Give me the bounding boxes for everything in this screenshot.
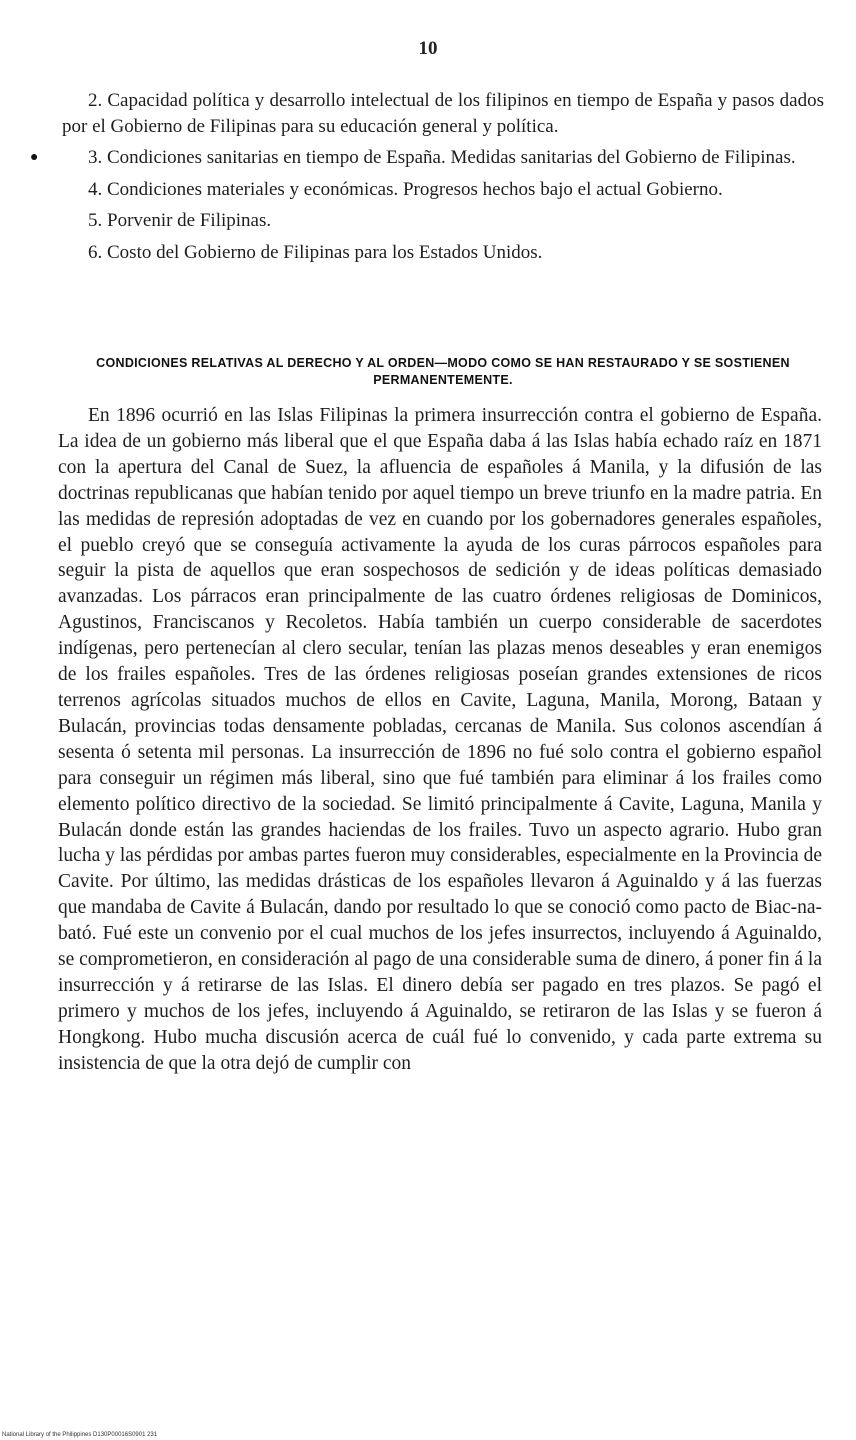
margin-bullet-mark: ● <box>30 150 39 165</box>
library-footer: National Library of the Philippines D130P00016S0901 231 <box>2 1432 158 1438</box>
list-item: 2. Capacidad política y desarrollo intelectual de los filipinos en tiempo de España y pasos dados por el Gobierno de Filipinas para su educación general y política. <box>62 90 824 137</box>
page-number: 10 <box>418 38 438 59</box>
body-paragraph: En 1896 ocurrió en las Islas Filipinas la primera insurrección contra el gobierno de España. La idea de un gobierno más liberal que el que España daba á las Islas había echado raíz en 1871 con la apertura del Canal de Suez, la afluencia de españoles á Manila, y la difusión de las doctrinas republicanas que habían tenido por aquel tiempo un breve triunfo en la madre patria. En las medidas de represión adoptadas de vez en cuando por los gobernadores generales españoles, el pueblo creyó que se conseguía activamente la ayuda de los curas párrocos españoles para seguir la pista de aquellos que eran sospechosos de sedición y de ideas políticas demasiado avanzadas. Los párracos eran principalmente de las cuatro órdenes religiosas de Dominicos, Agustinos, Franciscanos y Recoletos. Había también un cuerpo considerable de sacerdotes indígenas, pero pertenecían al clero secular, tenían las plazas menos deseables y eran enemigos de los frailes españoles. Tres de las órdenes religiosas poseían grandes extensiones de ricos terrenos agrícolas situados muchos de ellos en Cavite, Laguna, Manila, Morong, Bataan y Bulacán, provincias todas densamente pobladas, cercanas de Manila. Sus colonos ascendían á sesenta ó setenta mil personas. La insurrección de 1896 no fué solo contra el gobierno español para conseguir un régimen más liberal, sino que fué también para eliminar á los frailes como elemento político directivo de la sociedad. Se limitó principalmente á Cavite, Laguna, Manila y Bulacán donde están las grandes haciendas de los frailes. Tuvo un aspecto agrario. Hubo gran lucha y las pérdidas por ambas partes fueron muy considerables, especialmente en la Provincia de Cavite. Por último, las medidas drásticas de los españoles llevaron á Aguinaldo y á las fuerzas que mandaba de Cavite á Bulacán, dando por resultado lo que se conoció como pacto de Biac-na-bató. Fué este un convenio por el cual muchos de los jefes insurrectos, incluyendo á Aguinaldo, se comprometieron, en consideración al pago de una considerable suma de dinero, á poner fin á la insurrección y á retirarse de las Islas. El dinero debía ser pagado en tres plazos. Se pagó el primero y muchos de los jefes, incluyendo á Aguinaldo, se retiraron de las Islas y se fueron á Hongkong. Hubo mucha discusión acerca de cuál fué lo convenido, y cada parte extrema su insistencia de que la otra dejó de cumplir con <box>58 405 822 1074</box>
section-heading: CONDICIONES RELATIVAS AL DERECHO Y AL ORDEN—MODO COMO SE HAN RESTAURADO Y SE SOSTIENEN PERMANENTEMENTE. <box>96 356 790 387</box>
list-item: 3. Condiciones sanitarias en tiempo de España. Medidas sanitarias del Gobierno de Filipinas. <box>88 147 796 168</box>
list-item: 5. Porvenir de Filipinas. <box>88 210 272 231</box>
topic-list <box>62 88 824 265</box>
list-item: 6. Costo del Gobierno de Filipinas para los Estados Unidos. <box>88 241 543 263</box>
list-item: 4. Condiciones materiales y económicas. Progresos hechos bajo el actual Gobierno. <box>88 178 723 200</box>
